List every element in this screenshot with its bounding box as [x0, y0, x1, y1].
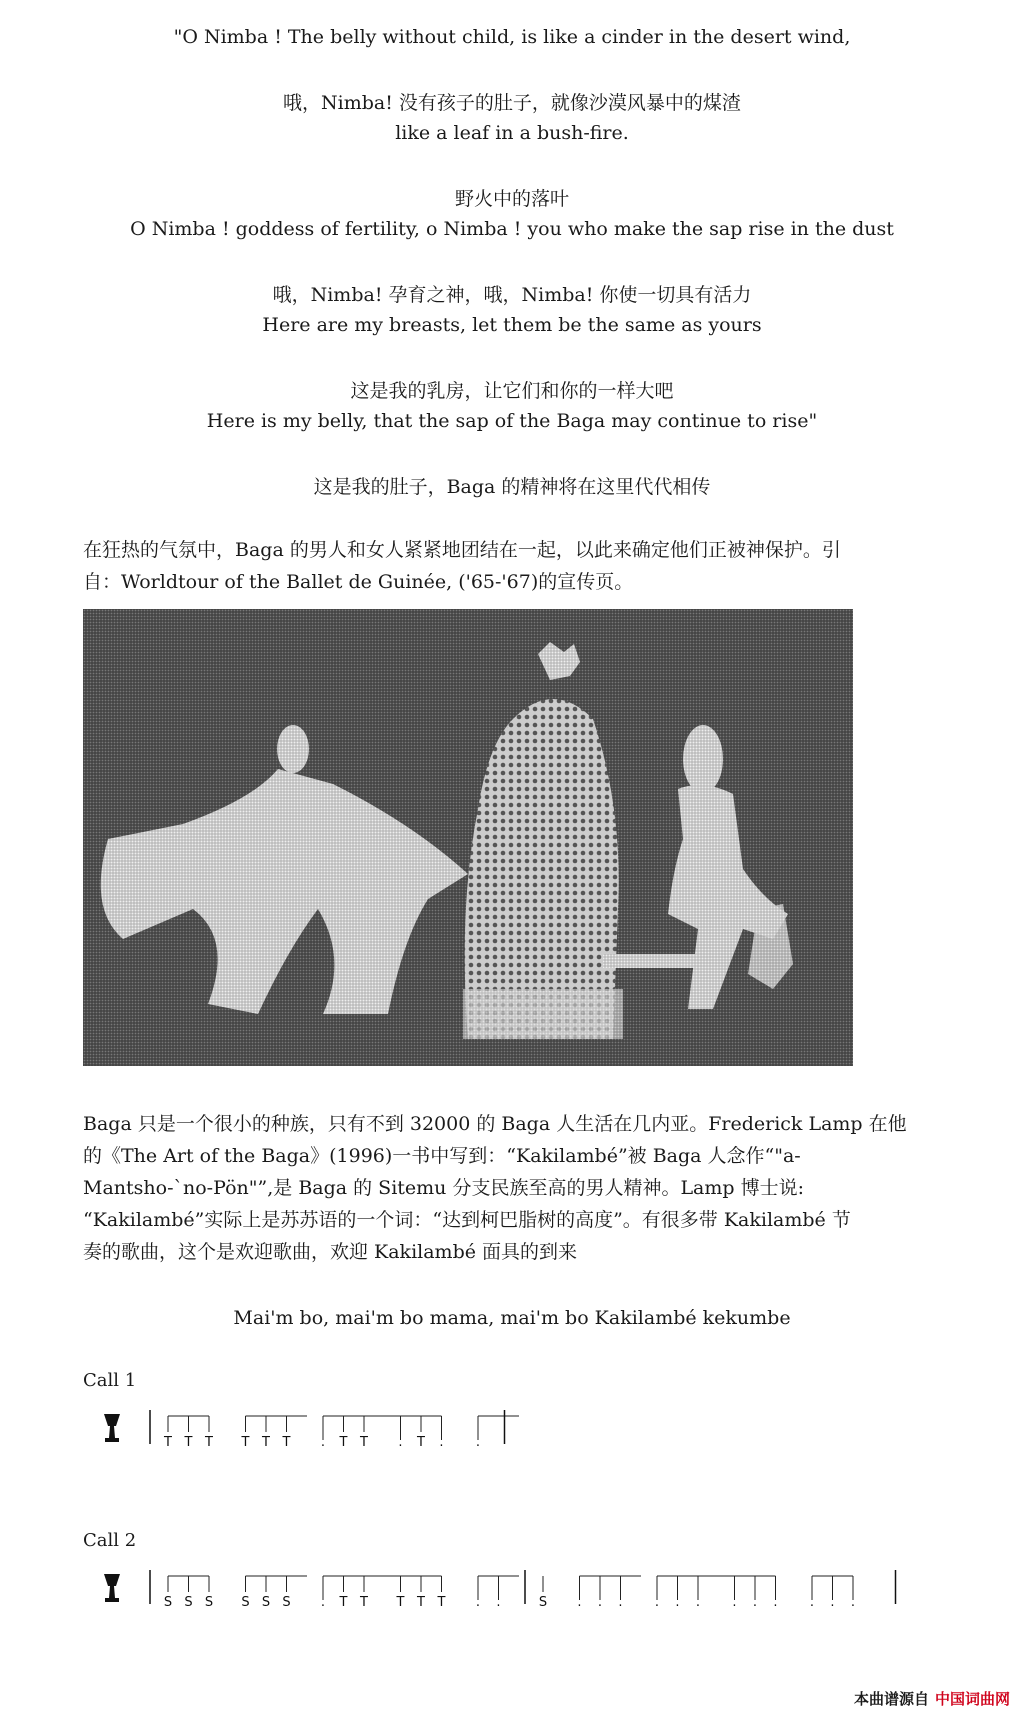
svg-text:S: S: [163, 1595, 173, 1610]
svg-text:T: T: [164, 1435, 172, 1450]
svg-text:T: T: [417, 1595, 425, 1610]
svg-text:T: T: [241, 1435, 250, 1450]
drum-note: [496, 1576, 500, 1610]
poem-line-4: 野火中的落叶: [454, 188, 569, 210]
svg-text:.: .: [597, 1595, 603, 1610]
poem-line-3: like a leaf in a bush-fire.: [395, 122, 629, 144]
drum-note: [439, 1416, 443, 1450]
poem-line-5: O Nimba ! goddess of fertility, o Nimba ! you who make the sap rise in the dust: [130, 218, 894, 240]
call-1-label: Call 1: [83, 1370, 137, 1391]
source-watermark: [854, 1688, 1010, 1709]
call-2-notation: [100, 1560, 980, 1620]
svg-text:T: T: [437, 1595, 446, 1610]
poem-line-1: "O Nimba ! The belly without child, is like a cinder in the desert wind,: [173, 26, 851, 48]
intro-paragraph: [83, 534, 939, 598]
drum-note: [618, 1576, 622, 1610]
drum-note: [416, 1416, 425, 1450]
drum-note: [753, 1576, 757, 1610]
dance-photo: [83, 609, 853, 1066]
drum-note: [205, 1576, 213, 1610]
poem-line-10: 这是我的肚子，Baga 的精神将在这里代代相传: [313, 476, 711, 498]
poem-line-2: 哦，Nimba! 没有孩子的肚子，就像沙漠风暴中的煤渣: [283, 92, 741, 114]
drum-note: [851, 1576, 855, 1610]
drum-note: [282, 1576, 290, 1610]
svg-text:.: .: [475, 1595, 481, 1610]
svg-text:T: T: [339, 1435, 348, 1450]
drum-note: [437, 1576, 446, 1610]
paragraph-line: Baga 只是一个很小的种族，只有不到 32000 的 Baga 人生活在几内亚。Frederick Lamp 在他: [83, 1113, 907, 1135]
svg-text:T: T: [417, 1435, 425, 1450]
paragraph-line: 奏的歌曲，这个是欢迎歌曲，欢迎 Kakilambé 面具的到来: [83, 1241, 578, 1263]
dance-photo-image: [83, 609, 853, 1066]
drum-note: [184, 1576, 192, 1610]
paragraph-line: 自：Worldtour of the Ballet de Guinée, ('65-'67)的宣传页。: [83, 571, 634, 593]
svg-text:T: T: [396, 1595, 405, 1610]
drum-note: [339, 1576, 348, 1610]
drum-note: [539, 1576, 547, 1610]
poem-line-7: Here are my breasts, let them be the same as yours: [262, 314, 762, 336]
call-1-notation: [100, 1400, 980, 1460]
paragraph-line: 在狂热的气氛中，Baga 的男人和女人紧紧地团结在一起，以此来确定他们正被神保护。引: [83, 539, 841, 561]
svg-text:.: .: [773, 1595, 778, 1610]
svg-text:.: .: [654, 1595, 660, 1610]
svg-text:S: S: [204, 1595, 214, 1610]
paragraph-line: 的《The Art of the Baga》(1996)一书中写到：“Kakilambé”被 Baga 人念作“"a-: [83, 1145, 801, 1167]
svg-text:S: S: [184, 1595, 193, 1610]
svg-text:.: .: [439, 1435, 444, 1450]
drum-note: [184, 1416, 193, 1450]
svg-text:.: .: [496, 1595, 501, 1610]
drum-note: [282, 1416, 291, 1450]
drum-note: [416, 1576, 425, 1610]
paragraph-line: “Kakilambé”实际上是苏苏语的一个词：“达到柯巴脂树的高度”。有很多带 Kakilambé 节: [83, 1209, 851, 1231]
svg-text:.: .: [850, 1595, 856, 1610]
call-2-label: Call 2: [83, 1530, 137, 1551]
svg-text:S: S: [261, 1595, 271, 1610]
svg-text:.: .: [695, 1595, 701, 1610]
drum-note: [830, 1576, 834, 1610]
svg-text:S: S: [538, 1595, 548, 1610]
poem-line-8: 这是我的乳房，让它们和你的一样大吧: [350, 380, 674, 402]
svg-text:T: T: [262, 1435, 270, 1450]
svg-text:.: .: [320, 1595, 326, 1610]
svg-text:.: .: [809, 1595, 815, 1610]
song-line: Mai'm bo, mai'm bo mama, mai'm bo Kakilambé kekumbe: [233, 1307, 791, 1329]
svg-text:.: .: [752, 1595, 758, 1610]
baga-paragraph: [83, 1108, 939, 1268]
svg-text:T: T: [282, 1435, 291, 1450]
paragraph-line: Mantsho-`no-Pön"”,是 Baga 的 Sitemu 分支民族至高的男人精神。Lamp 博士说:: [83, 1177, 805, 1199]
svg-text:T: T: [360, 1595, 368, 1610]
drum-note: [773, 1576, 777, 1610]
poem-line-6: 哦，Nimba! 孕育之神，哦，Nimba! 你使一切具有活力: [272, 284, 752, 306]
djembe-icon: [104, 1574, 120, 1602]
svg-text:T: T: [205, 1435, 213, 1450]
djembe-icon: [104, 1414, 120, 1442]
svg-text:.: .: [830, 1595, 835, 1610]
svg-text:.: .: [577, 1595, 582, 1610]
drum-note: [675, 1576, 679, 1610]
svg-text:.: .: [320, 1435, 326, 1450]
poem-line-9: Here is my belly, that the sap of the Baga may continue to rise": [206, 410, 818, 432]
drum-note: [476, 1416, 519, 1450]
svg-text:T: T: [184, 1435, 193, 1450]
svg-text:T: T: [339, 1595, 348, 1610]
svg-text:.: .: [475, 1435, 481, 1450]
drum-note: [204, 1416, 213, 1450]
watermark-site: 中国词曲网: [934, 1690, 1010, 1708]
drum-note: [339, 1416, 348, 1450]
svg-text:.: .: [618, 1595, 623, 1610]
svg-text:.: .: [732, 1595, 737, 1610]
svg-text:.: .: [398, 1435, 403, 1450]
svg-text:.: .: [675, 1595, 680, 1610]
svg-text:S: S: [282, 1595, 291, 1610]
svg-text:T: T: [360, 1435, 368, 1450]
svg-text:S: S: [241, 1595, 250, 1610]
watermark-prefix: 本曲谱源自: [853, 1690, 929, 1708]
